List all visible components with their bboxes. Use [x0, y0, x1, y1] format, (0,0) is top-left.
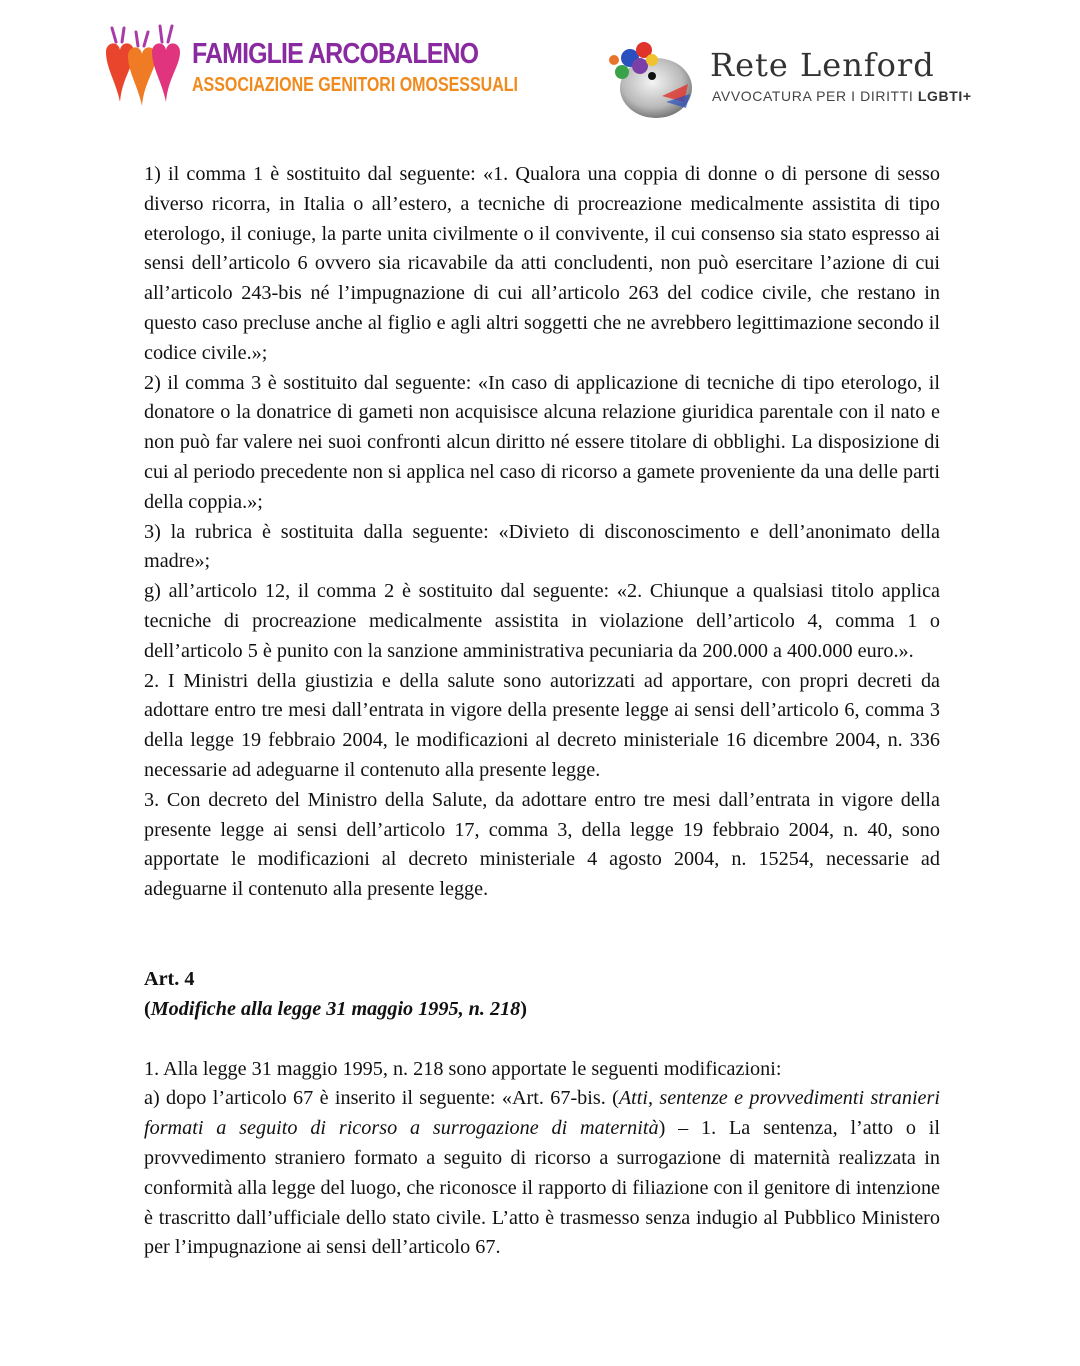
paren-open: ( — [144, 997, 151, 1020]
article-heading: Art. 4 — [144, 967, 195, 990]
paragraph: 3) la rubrica è sostituita dalla seguente: «Divieto di disconoscimento e dell’anonimato della madre»; — [144, 520, 940, 573]
logo-subtitle: ASSOCIAZIONE GENITORI OMOSESSUALI — [192, 74, 518, 96]
paragraph-text: a) dopo l’articolo 67 è inserito il seguente: «Art. 67-bis. ( — [144, 1087, 619, 1110]
paragraph: 3. Con decreto del Ministro della Salute, da adottare entro tre mesi dall’entrata in vigore della presente legge ai sensi dell’articolo 17, comma 3, della legge 19 febbraio 2004, n. 40, sono apportate le modificazioni al decreto ministeriale 4 agosto 2004, n. 15254, necessarie ad adeguarne il contenuto alla presente legge. — [144, 788, 940, 901]
page-header — [0, 0, 1080, 140]
paragraph: g) all’articolo 12, il comma 2 è sostituito dal seguente: «2. Chiunque a qualsiasi titolo applica tecniche di procreazione medicalmente assistita in violazione dell’articolo 4, comma 1 o dell’articolo 5 è punito con la sanzione amministrativa pecuniaria da 200.000 a 400.000 euro.». — [144, 580, 940, 662]
logo-subtitle — [712, 88, 972, 104]
globe-logo-icon — [600, 36, 700, 126]
document-body — [144, 160, 940, 1263]
article-subheading-text: Modifiche alla legge 31 maggio 1995, n. 218 — [150, 997, 521, 1020]
paragraph-italic-text: Atti, sentenze e provvedimenti stranieri formati a seguito di ricorso a surrogazione di maternità — [144, 1087, 940, 1140]
paragraph-text: ) – 1. La sentenza, l’atto o il provvedimento straniero formato a seguito di ricorso a surrogazione di maternità realizzata in conformità alla legge del luogo, che riconosce il rapporto di filiazione con il genitore di intenzione è trascritto dall’ufficiale dello stato civile. L’atto è trasmesso senza indugio al Pubblico Ministero per l’impugnazione ai sensi dell’articolo 67. — [144, 1117, 941, 1259]
logo-title: Rete Lenford — [710, 46, 935, 84]
paragraph: 2. I Ministri della giustizia e della salute sono autorizzati ad apportare, con propri decreti da adottare entro tre mesi dall’entrata in vigore della presente legge ai sensi dell’articolo 6, comma 3 della legge 19 febbraio 2004, le modificazioni al decreto ministeriale 16 dicembre 2004, n. 336 necessarie ad adeguarne il contenuto alla presente legge. — [144, 669, 940, 781]
paragraph: 1. Alla legge 31 maggio 1995, n. 218 sono apportate le seguenti modificazioni: — [144, 1057, 782, 1080]
paragraph: 2) il comma 3 è sostituito dal seguente: «In caso di applicazione di tecniche di tipo eterologo, il donatore o la donatrice di gameti non acquisisce alcuna relazione giuridica parentale con il nato e non può far valere nei suoi confronti alcun diritto né essere titolare di obblighi. La disposizione di cui al periodo precedente non si applica nel caso di ricorso a gamete proveniente da una delle parti della coppia.»; — [144, 371, 940, 513]
famiglie-arcobaleno-logo — [102, 22, 518, 108]
logo-title: FAMIGLIE ARCOBALENO — [192, 38, 479, 70]
rete-lenford-logo — [600, 36, 980, 126]
article-subheading — [144, 995, 940, 1025]
logo-subtitle-bold: LGBTI+ — [917, 88, 972, 104]
logo-subtitle-text: AVVOCATURA PER I DIRITTI — [712, 88, 918, 104]
spacer — [144, 1025, 940, 1055]
hearts-logo-icon — [102, 22, 186, 108]
paragraph — [144, 1084, 940, 1263]
paragraph: 1) il comma 1 è sostituito dal seguente: «1. Qualora una coppia di donne o di persone di sesso diverso ricorra, in Italia o all’estero, a tecniche di procreazione medicalmente assistita di tipo eterologo, il coniuge, la parte unita civilmente o il convivente, il cui consenso sia stato espresso ai sensi dell’articolo 6 ovvero sia ricavabile da atti concludenti, non può esercitare l’azione di cui all’articolo 243-bis né l’impugnazione di cui all’articolo 263 del codice civile, che restano in questo caso precluse anche al figlio e agli altri soggetti che ne avrebbero legittimazione secondo il codice civile.»; — [144, 163, 940, 364]
paren-close: ) — [520, 997, 527, 1020]
spacer — [144, 905, 940, 965]
